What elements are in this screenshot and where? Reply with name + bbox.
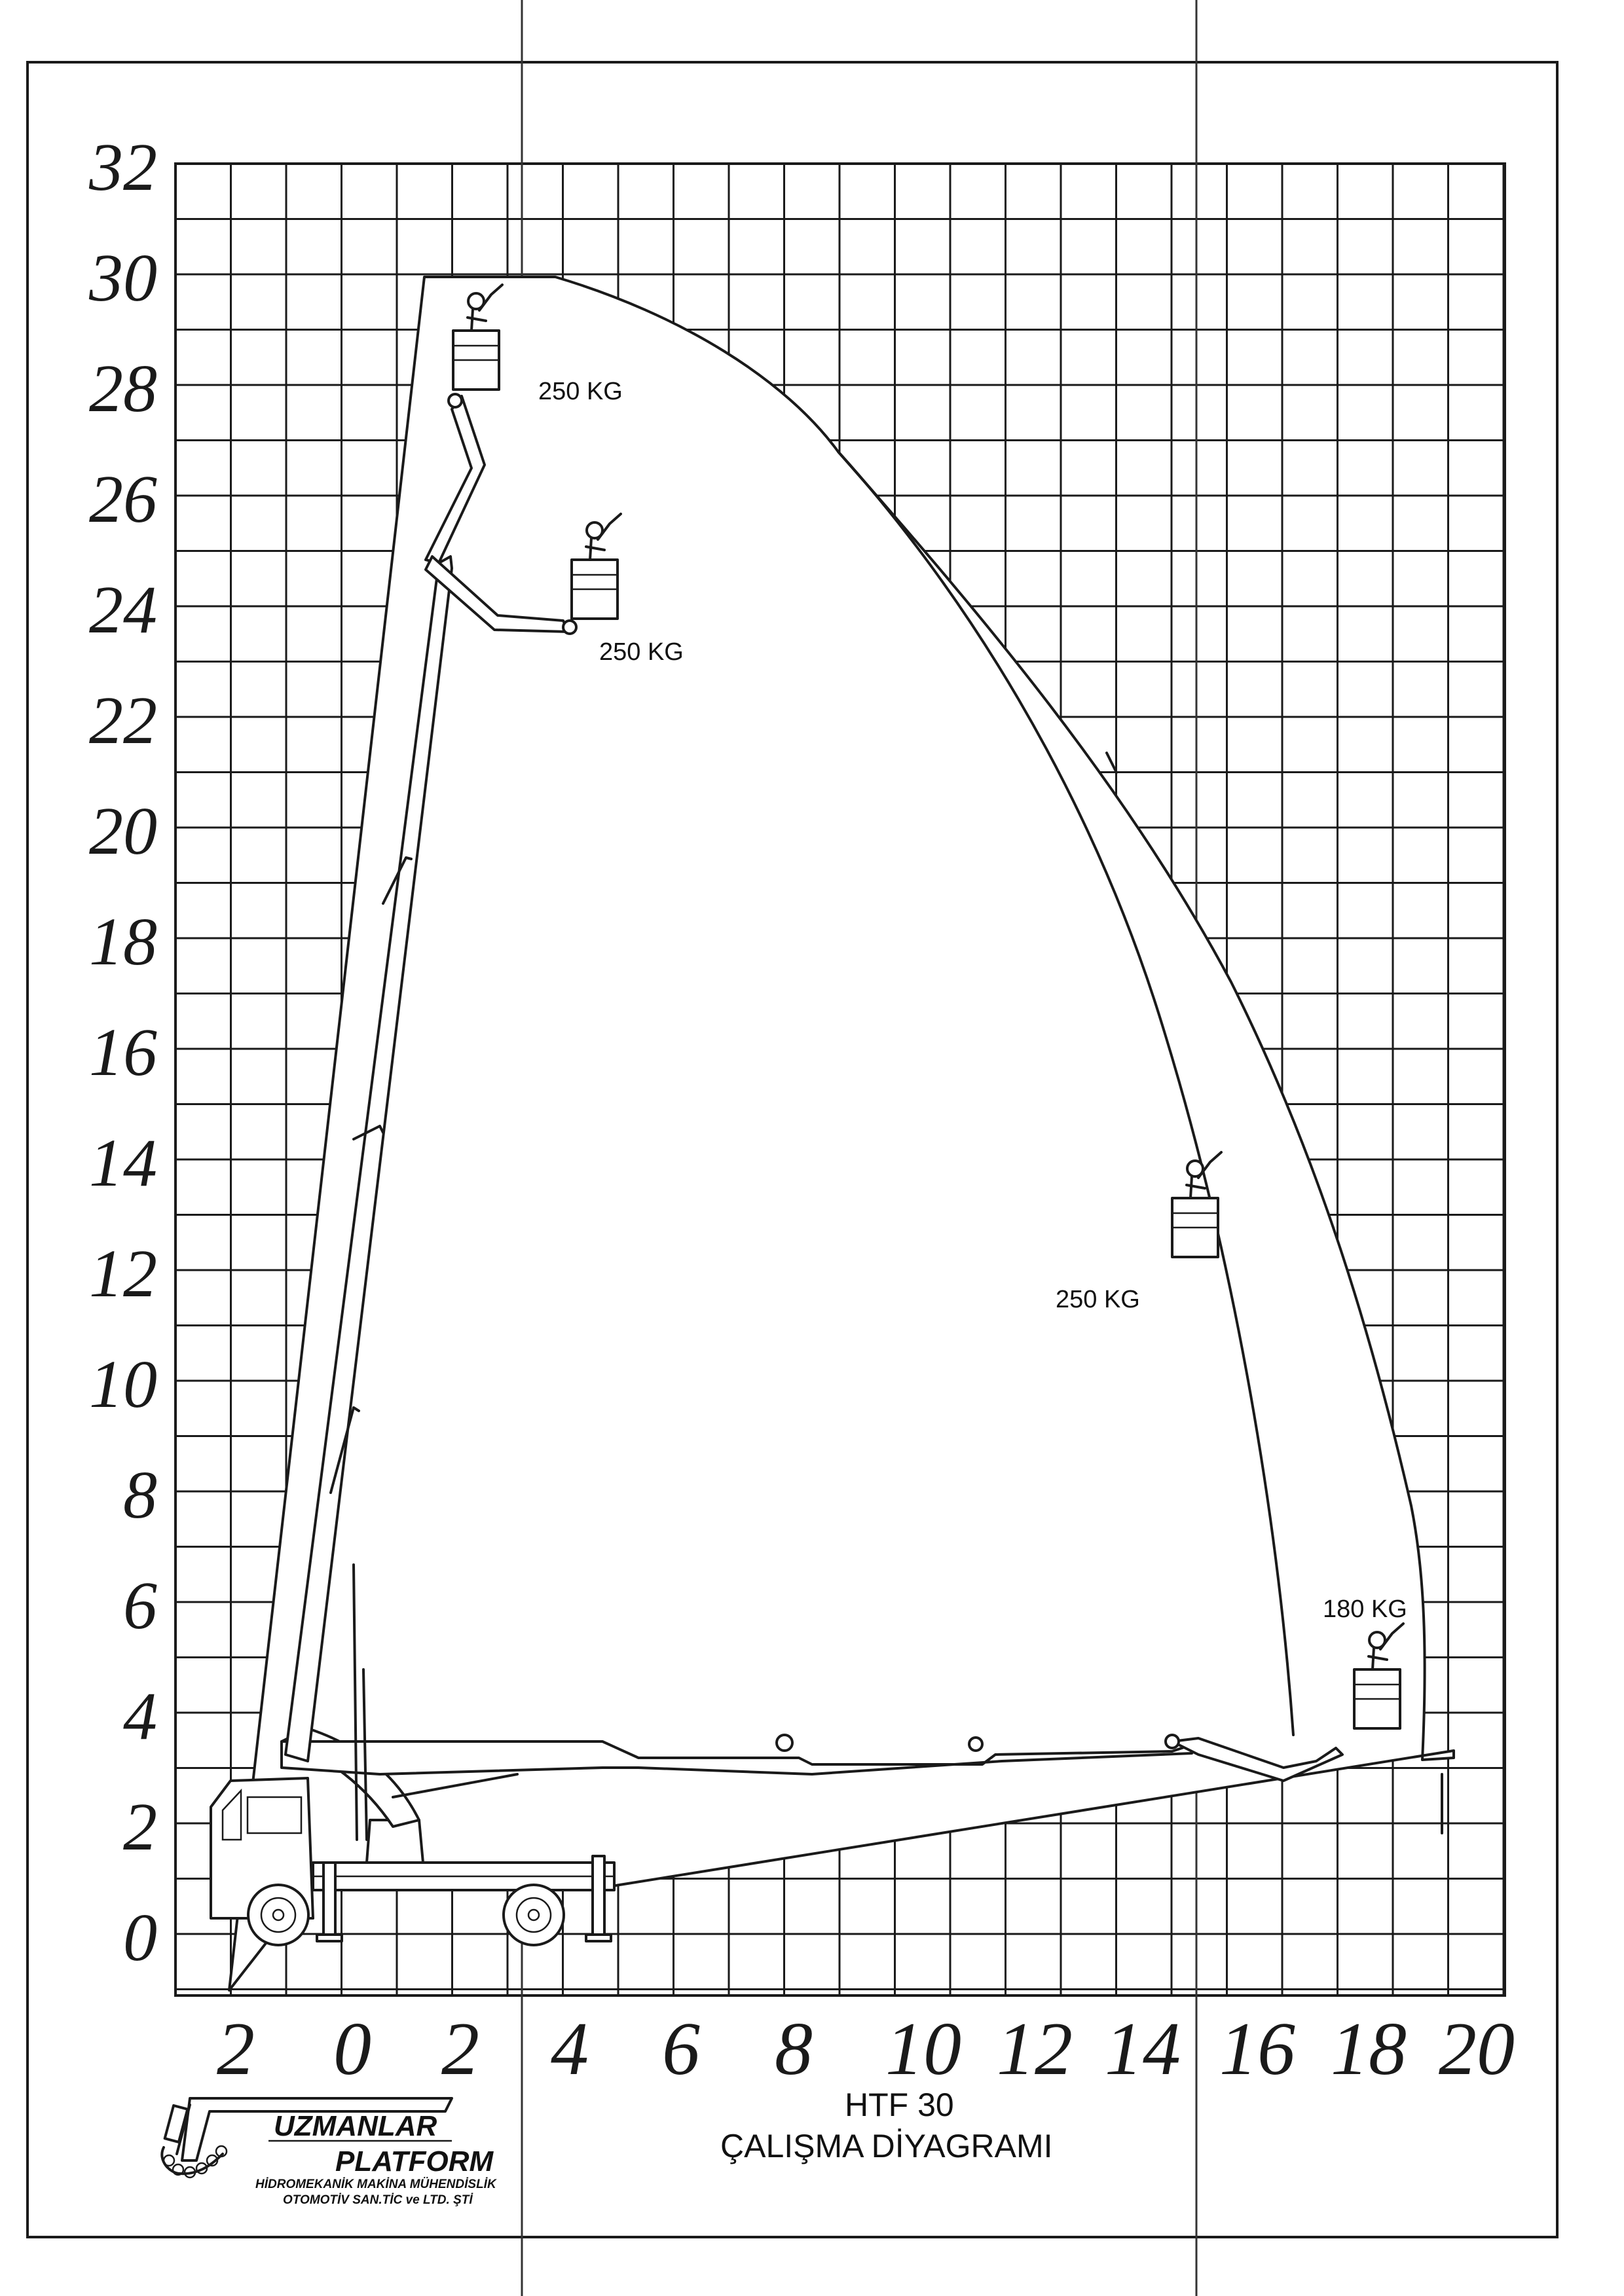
y-tick-label: 22 <box>89 683 157 758</box>
y-tick-label: 26 <box>89 462 157 537</box>
diagram-title-model: HTF 30 <box>845 2086 954 2123</box>
front-wheel <box>248 1885 308 1945</box>
x-tick-label: 12 <box>997 2007 1073 2091</box>
x-tick-label: 14 <box>1105 2007 1181 2091</box>
y-tick-label: 18 <box>89 904 157 979</box>
x-tick-label: 8 <box>775 2007 813 2091</box>
y-axis-ticks <box>88 130 157 1975</box>
y-tick-label: 14 <box>89 1125 157 1201</box>
y-tick-label: 6 <box>123 1568 157 1643</box>
x-tick-label: 0 <box>333 2007 371 2091</box>
x-tick-label: 2 <box>441 2007 479 2091</box>
x-tick-label: 16 <box>1219 2007 1295 2091</box>
logo-subtitle-line2: OTOMOTİV SAN.TİC ve LTD. ŞTİ <box>283 2193 473 2207</box>
x-tick-label: 18 <box>1331 2007 1407 2091</box>
load-label-right: 250 KG <box>1056 1286 1140 1313</box>
y-tick-label: 28 <box>89 351 157 426</box>
load-label-top: 250 KG <box>538 378 623 405</box>
y-tick-label: 0 <box>123 1900 157 1975</box>
logo-subtitle-line1: HİDROMEKANİK MAKİNA MÜHENDİSLİK <box>255 2178 496 2191</box>
y-tick-label: 30 <box>89 240 157 316</box>
company-logo <box>162 2098 497 2207</box>
x-tick-label: 10 <box>885 2007 961 2091</box>
x-tick-label: 2 <box>217 2007 255 2091</box>
y-tick-label: 8 <box>123 1457 157 1533</box>
y-tick-label: 2 <box>123 1789 157 1865</box>
y-tick-label: 32 <box>89 130 157 205</box>
rear-wheel <box>504 1885 564 1945</box>
logo-name-line2: PLATFORM <box>335 2145 494 2178</box>
y-tick-label: 12 <box>89 1236 157 1311</box>
x-axis-ticks <box>217 2007 1515 2091</box>
logo-name-line1: UZMANLAR <box>274 2110 437 2142</box>
load-label-low: 180 KG <box>1323 1595 1407 1623</box>
x-tick-label: 20 <box>1439 2007 1515 2091</box>
y-tick-label: 4 <box>123 1679 157 1754</box>
diagram-title-text: ÇALIŞMA DİYAGRAMI <box>720 2128 1053 2164</box>
y-tick-label: 20 <box>89 793 157 869</box>
load-label-mid: 250 KG <box>599 638 684 666</box>
working-envelope <box>229 277 1454 1990</box>
x-tick-label: 4 <box>551 2007 589 2091</box>
y-tick-label: 24 <box>89 572 157 647</box>
x-tick-label: 6 <box>662 2007 700 2091</box>
y-tick-label: 16 <box>89 1015 157 1090</box>
y-tick-label: 10 <box>89 1347 157 1422</box>
